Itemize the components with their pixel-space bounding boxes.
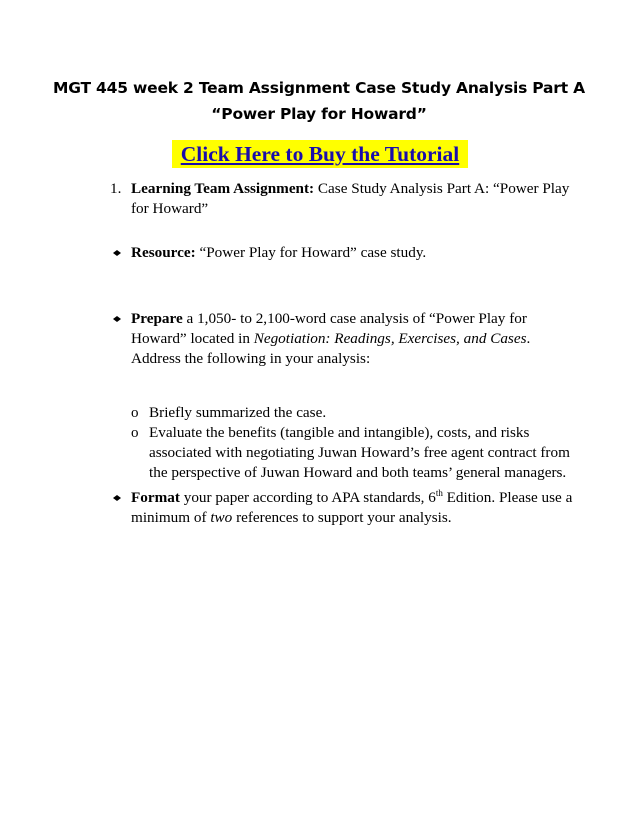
buy-tutorial-link[interactable]: Click Here to Buy the Tutorial <box>172 140 468 168</box>
sub-item-evaluate-line-1: Evaluate the benefits (tangible and intangible), costs, and risks <box>149 424 530 441</box>
prepare-label: Prepare <box>131 310 183 327</box>
sub-item-evaluate-line-3: the perspective of Juwan Howard and both teams’ general managers. <box>149 464 567 481</box>
prepare-text-2a: Howard” located in <box>131 330 254 347</box>
document-title-line-1: MGT 445 week 2 Team Assignment Case Study Analysis Part A <box>53 79 585 97</box>
book-title: Negotiation: Readings, Exercises, and Cases <box>253 330 527 347</box>
learning-team-line-1 <box>131 179 569 199</box>
learning-team-line-2: for Howard” <box>131 200 209 217</box>
document-title-line-2: “Power Play for Howard” <box>211 105 427 123</box>
format-text-2a: minimum of <box>131 509 211 526</box>
learning-team-text: Case Study Analysis Part A: “Power Play <box>314 180 570 197</box>
format-text-1a: your paper according to APA standards, 6 <box>179 489 436 506</box>
format-text-1b: Edition. Please use a <box>442 489 573 506</box>
format-label: Format <box>131 489 180 506</box>
prepare-line-3: Address the following in your analysis: <box>131 350 371 367</box>
format-text-2b: references to support your analysis. <box>232 509 452 526</box>
diamond-bullet-icon <box>113 316 121 322</box>
references-count: two <box>210 509 233 526</box>
learning-team-label: Learning Team Assignment: <box>131 180 315 197</box>
list-number: 1. <box>110 180 122 197</box>
sub-item-evaluate-line-2: associated with negotiating Juwan Howard’s free agent contract from <box>149 444 570 461</box>
diamond-bullet-icon <box>113 495 121 501</box>
resource-line <box>131 243 426 263</box>
prepare-text-1: a 1,050- to 2,100-word case analysis of “Power Play for <box>182 310 527 327</box>
diamond-bullet-icon <box>113 250 121 256</box>
resource-label: Resource: <box>131 244 196 261</box>
format-line-1 <box>131 488 572 508</box>
sub-item-summarize: Briefly summarized the case. <box>149 404 327 421</box>
resource-text: “Power Play for Howard” case study. <box>195 244 427 261</box>
prepare-line-1 <box>131 309 527 329</box>
format-line-2 <box>131 508 452 528</box>
ordinal-superscript: th <box>435 488 443 498</box>
prepare-text-2b: . <box>526 330 531 347</box>
sub-bullet-marker: o <box>131 425 139 441</box>
sub-bullet-marker: o <box>131 405 139 421</box>
prepare-line-2 <box>131 329 530 349</box>
